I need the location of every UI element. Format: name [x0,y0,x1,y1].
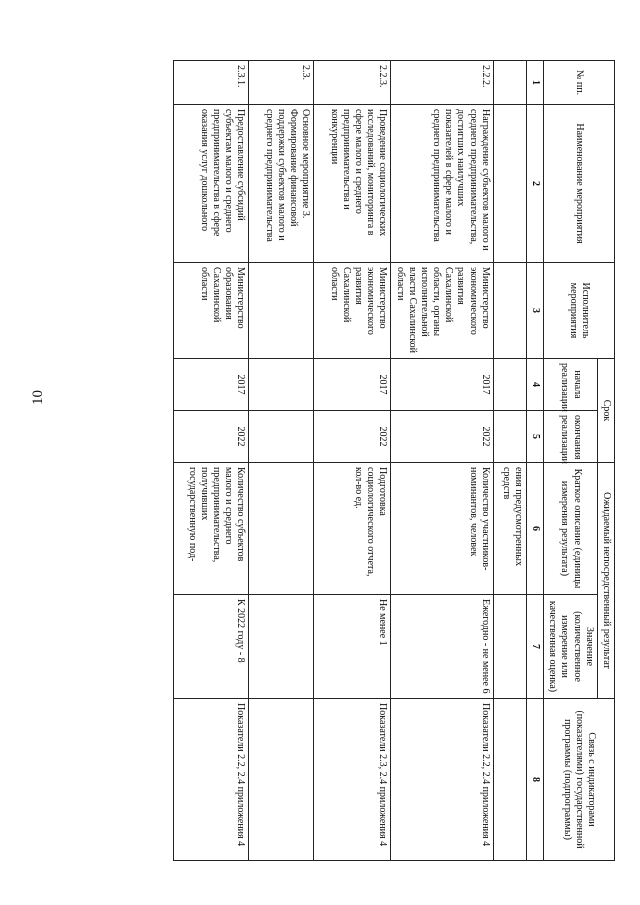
table-row [249,61,314,861]
header-term-end: окончания реализации [544,411,598,463]
cell-num: 2.2.2. [391,61,494,105]
header-expected-value: Значение (количественное измерение или качественная оценка) [544,595,598,699]
cell-name: Проведение социологических исследований, мониторинга в сфере малого и среднего предпринимательства и конкуренции [314,105,391,263]
cell-link [493,699,526,861]
cell-start: 2017 [174,359,249,411]
column-number: 6 [526,463,543,595]
cell-num: 2.3. [249,61,314,105]
page-number: 10 [30,390,46,405]
cell-executor: Министерство экономического развития Сахалинской области [314,263,391,359]
cell-executor [249,263,314,359]
cell-link [249,699,314,861]
cell-value: Ежегодно - не менее 6 [391,595,494,699]
cell-start [493,359,526,411]
cell-end: 2022 [314,411,391,463]
table-row [391,61,494,861]
cell-value: К 2022 году - 8 [174,595,249,699]
header-executor: Исполнитель мероприятия [544,263,615,359]
cell-start [249,359,314,411]
header-term-start: начала реализации [544,359,598,411]
cell-link: Показатели 2.2, 2.4 приложения 4 [391,699,494,861]
header-expected: Ожидаемый непосредственный результат [597,463,614,699]
cell-value [249,595,314,699]
cell-executor: Министерство образования Сахалинской области [174,263,249,359]
header-name: Наименование мероприятия [544,105,615,263]
cell-value: Не менее 1 [314,595,391,699]
column-number: 8 [526,699,543,861]
cell-end [493,411,526,463]
header-expected-desc: Краткое описание (единицы измерения результата) [544,463,598,595]
column-number-row [526,61,543,861]
cell-desc: Количество субъектов малого и среднего предпринимательства, получивших государственную под- [174,463,249,595]
table-row [174,61,249,861]
cell-desc [249,463,314,595]
column-number: 3 [526,263,543,359]
header-row-1 [597,61,614,861]
activities-table [173,60,615,861]
header-link: Связь с индикаторами (показателями) государственной программы (подпрограммы) [544,699,615,861]
table-row [493,61,526,861]
column-number: 7 [526,595,543,699]
column-number: 5 [526,411,543,463]
cell-start: 2017 [391,359,494,411]
cell-num [493,61,526,105]
cell-value [493,595,526,699]
column-number: 2 [526,105,543,263]
cell-executor [493,263,526,359]
cell-name [493,105,526,263]
header-num: № пп. [544,61,615,105]
column-number: 4 [526,359,543,411]
cell-name: Предоставление субсидий субъектам малого и среднего предпринимательства в сфере оказания услуг дошкольного [174,105,249,263]
cell-name: Основное мероприятие 3. Формирование финансовой поддержки субъектов малого и среднего предпринимательства [249,105,314,263]
cell-end: 2022 [174,411,249,463]
cell-start: 2017 [314,359,391,411]
column-number: 1 [526,61,543,105]
header-term: Срок [597,359,614,463]
cell-num: 2.2.3. [314,61,391,105]
cell-desc: ения предусмотренных средств [493,463,526,595]
cell-end: 2022 [391,411,494,463]
cell-link: Показатели 2.2, 2.4 приложения 4 [174,699,249,861]
cell-num: 2.3.1. [174,61,249,105]
cell-link: Показатели 2.3, 2.4 приложения 4 [314,699,391,861]
cell-desc: Количество участников-номинантов, человек [391,463,494,595]
cell-end [249,411,314,463]
cell-desc: Подготовка социологического отчета, кол-во ед. [314,463,391,595]
table-row [314,61,391,861]
cell-name: Награждение субъектов малого и среднего предпринимательства, достигших наилучших показателей в сфере малого и среднего предпринимательства [391,105,494,263]
cell-executor: Министерство экономического развития Сахалинской области, органы исполнительной власти Сахалинской области [391,263,494,359]
